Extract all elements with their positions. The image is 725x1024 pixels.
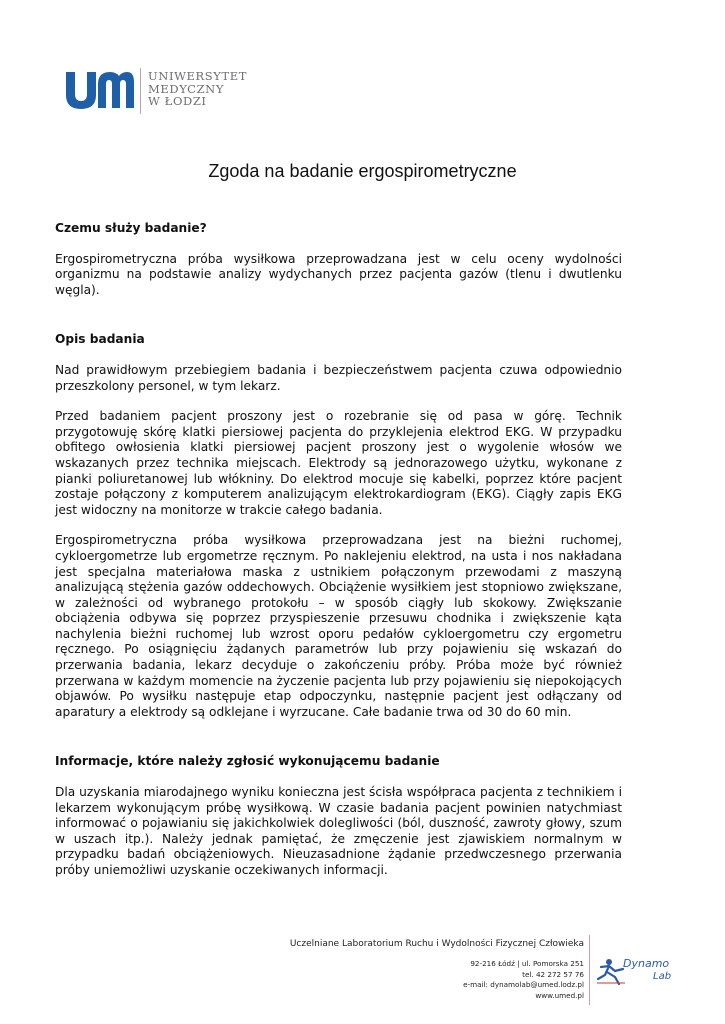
university-logo <box>64 68 264 116</box>
university-name-line-3: W ŁODZI <box>148 94 207 108</box>
dynamo-lab-logo-icon <box>595 953 685 989</box>
paragraph: Ergospirometryczna próba wysiłkowa przeprowadzana jest w celu oceny wydolności organizmu na podstawie analizy wydychanych przez pacjenta gazów (tlenu i dwutlenku węgla). <box>55 251 622 297</box>
section-heading-description: Opis badania <box>55 332 145 347</box>
document-body <box>55 221 622 879</box>
footer-divider <box>589 935 590 1005</box>
um-logo-icon <box>64 70 134 110</box>
contact-info <box>463 959 584 1001</box>
university-name-line-1: UNIWERSYTET <box>148 69 247 83</box>
address: 92-216 Łódź | ul. Pomorska 251 <box>470 959 584 968</box>
section-heading-information: Informacje, które należy zgłosić wykonującemu badanie <box>55 754 440 769</box>
page-title: Zgoda na badanie ergospirometryczne <box>208 161 517 181</box>
section-heading-purpose: Czemu służy badanie? <box>55 221 207 235</box>
logo-divider <box>140 68 141 114</box>
lab-name: Uczelniane Laboratorium Ruchu i Wydolności Fizycznej Człowieka <box>289 939 584 949</box>
paragraph: Nad prawidłowym przebiegiem badania i bezpieczeństwem pacjenta czuwa odpowiednio przeszkolony personel, w tym lekarz. <box>55 362 622 393</box>
dynamo-logo-line-2: Lab <box>653 971 672 982</box>
paragraph: Dla uzyskania miarodajnego wyniku konieczna jest ścisła współpraca pacjenta z technikiem i lekarzem wykonującym próbę wysiłkową. W czasie badania pacjent powinien natychmiast informować o pojawianiu się jakichkolwiek dolegliwości (ból, duszność, zawroty głowy, szum w uszach itp.). Należy jednak pamiętać, że zmęczenie jest zjawiskiem normalnym w przypadku badań obciążeniowych. Nieuzasadnione żądanie przedwczesnego przerwania próby uniemożliwi uzyskanie oczekiwanych informacji. <box>55 785 622 877</box>
university-name <box>148 70 247 108</box>
website-link[interactable]: www.umed.pl <box>535 990 584 1000</box>
dynamo-logo-line-1: Dynamo <box>623 957 670 970</box>
paragraph: Przed badaniem pacjent proszony jest o rozebranie się od pasa w górę. Technik przygotowuję skórę klatki piersiowej pacjenta do przyklejenia elektrod EKG. W przypadku obfitego owłosienia klatki piersiowej pacjent proszony jest o wygolenie włosów we wskazanych przez technika miejscach. Elektrody są jednorazowego użytku, wykonane z pianki poliuretanowej lub włókniny. Do elektrod mocuje się kabelki, poprzez które pacjent zostaje połączony z komputerem analizującym elektrokardiogram (EKG). Ciągły zapis EKG jest widoczny na monitorze w trakcie całego badania. <box>55 409 622 517</box>
phone: tel. 42 272 57 76 <box>522 969 584 979</box>
university-name-line-2: MEDYCZNY <box>148 81 225 96</box>
email-link[interactable]: e-mail: dynamolab@umed.lodz.pl <box>463 980 584 989</box>
footer <box>0 935 725 1005</box>
paragraph: Ergospirometryczna próba wysiłkowa przeprowadzana jest na bieżni ruchomej, cykloergometrze lub ergometrze ręcznym. Po naklejeniu elektrod, na usta i nos nakładana jest specjalna materiałowa maska z ustnikiem połączonym przewodami z maszyną analizującą stężenia gazów oddechowych. Obciążenie wysiłkiem jest stopniowo zwiększane, w zależności od wybranego protokołu – w sposób ciągły lub skokowy. Zwiększanie obciążenia odbywa się poprzez przyspieszenie przesuwu chodnika i zwiększenie kąta nachylenia bieżni ruchomej lub wzrost oporu pedałów cykloergometru czy ergometru ręcznego. Po osiągnięciu żądanych parametrów lub przy pojawieniu się wskazań do przerwania badania, lekarz decyduje o zakończeniu próby. Próba może być również przerwana w każdym momencie na życzenie pacjenta lub przy pojawieniu się niepokojących objawów. Po wysiłku następuje etap odpoczynku, następnie pacjent jest odłączany od aparatury a elektrody są odklejane i wyrzucane. Całe badanie trwa od 30 do 60 min. <box>55 533 622 719</box>
